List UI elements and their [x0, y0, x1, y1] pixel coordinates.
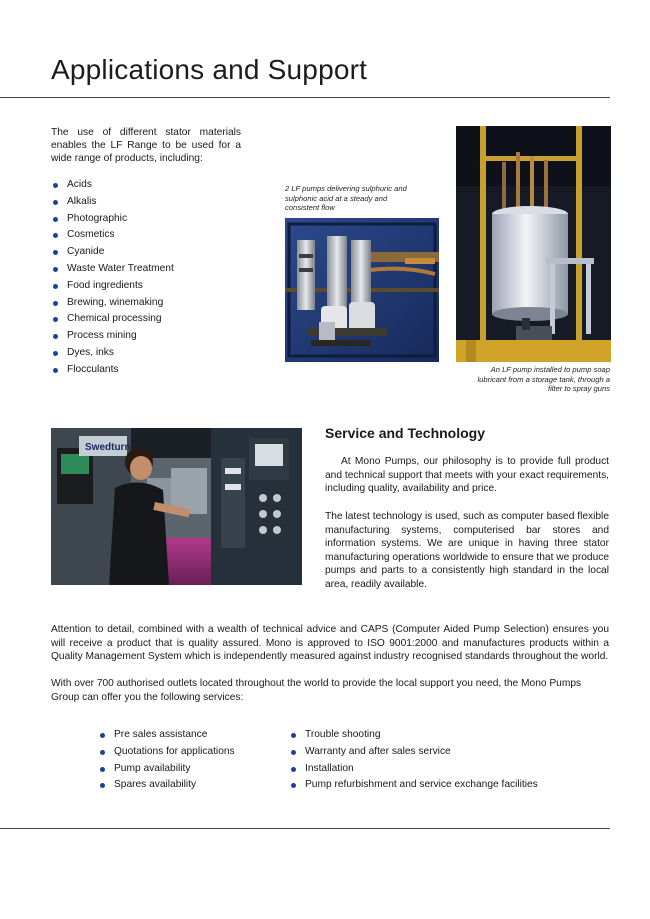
list-item: Process mining — [51, 328, 251, 345]
photo-lf-pump-tank — [456, 126, 611, 362]
services-list-right — [289, 727, 609, 794]
list-item: Installation — [289, 761, 609, 778]
list-item: Food ingredients — [51, 278, 251, 295]
quality-paragraph: Attention to detail, combined with a wealth of technical advice and CAPS (Computer Aided Pump Selection) ensures you will receive a product that is quality assured. Mono is approved to ISO 9001:2000 and manufactures products within a Quality Management System which is independently measured against industry recognised standards throughout the world. — [51, 624, 609, 663]
list-item: Spares availability — [98, 777, 278, 794]
list-item: Waste Water Treatment — [51, 261, 251, 278]
outlets-paragraph: With over 700 authorised outlets located throughout the world to provide the local support you need, the Mono Pumps Group can offer you the following services: — [51, 678, 582, 703]
list-item: Pump refurbishment and service exchange facilities — [289, 777, 609, 794]
list-item: Cosmetics — [51, 227, 251, 244]
list-item: Cyanide — [51, 244, 251, 261]
list-item: Acids — [51, 177, 251, 194]
list-item: Flocculants — [51, 362, 251, 379]
service-section-title: Service and Technology — [325, 425, 486, 441]
photo-lf-pumps-acid — [285, 218, 439, 362]
list-item: Warranty and after sales service — [289, 744, 609, 761]
machine-label: Swedturn — [85, 442, 131, 453]
photo-manufacturing-operator — [51, 428, 302, 585]
list-item: Dyes, inks — [51, 345, 251, 362]
title-divider — [0, 97, 610, 98]
intro-paragraph: The use of different stator materials enables the LF Range to be used for a wide range of products, including: — [51, 127, 241, 164]
caption-pumps-acid: 2 LF pumps delivering sulphuric and sulphonic acid at a steady and consistent flow — [285, 184, 407, 213]
service-paragraph-2: The latest technology is used, such as computer based flexible manufacturing systems, computerised bar stores and information systems. We are unique in having three stator manufacturing operations worldwide to ensure that we produce pumps and parts to a consistently high standard in the local area, readily available. — [325, 511, 609, 590]
service-paragraph-1: At Mono Pumps, our philosophy is to provide full product and technical support that meets with your exact requirements, including quality, availability and price. — [325, 456, 609, 495]
list-item: Trouble shooting — [289, 727, 609, 744]
footer-divider — [0, 828, 610, 829]
applications-list — [51, 177, 251, 379]
caption-pump-tank: An LF pump installed to pump soap lubricant from a storage tank, through a filter to spray guns — [477, 365, 610, 394]
page-title: Applications and Support — [51, 54, 368, 85]
list-item: Alkalis — [51, 194, 251, 211]
list-item: Quotations for applications — [98, 744, 278, 761]
list-item: Photographic — [51, 211, 251, 228]
list-item: Chemical processing — [51, 311, 251, 328]
list-item: Pump availability — [98, 761, 278, 778]
list-item: Pre sales assistance — [98, 727, 278, 744]
list-item: Brewing, winemaking — [51, 295, 251, 312]
services-list-left — [98, 727, 278, 794]
